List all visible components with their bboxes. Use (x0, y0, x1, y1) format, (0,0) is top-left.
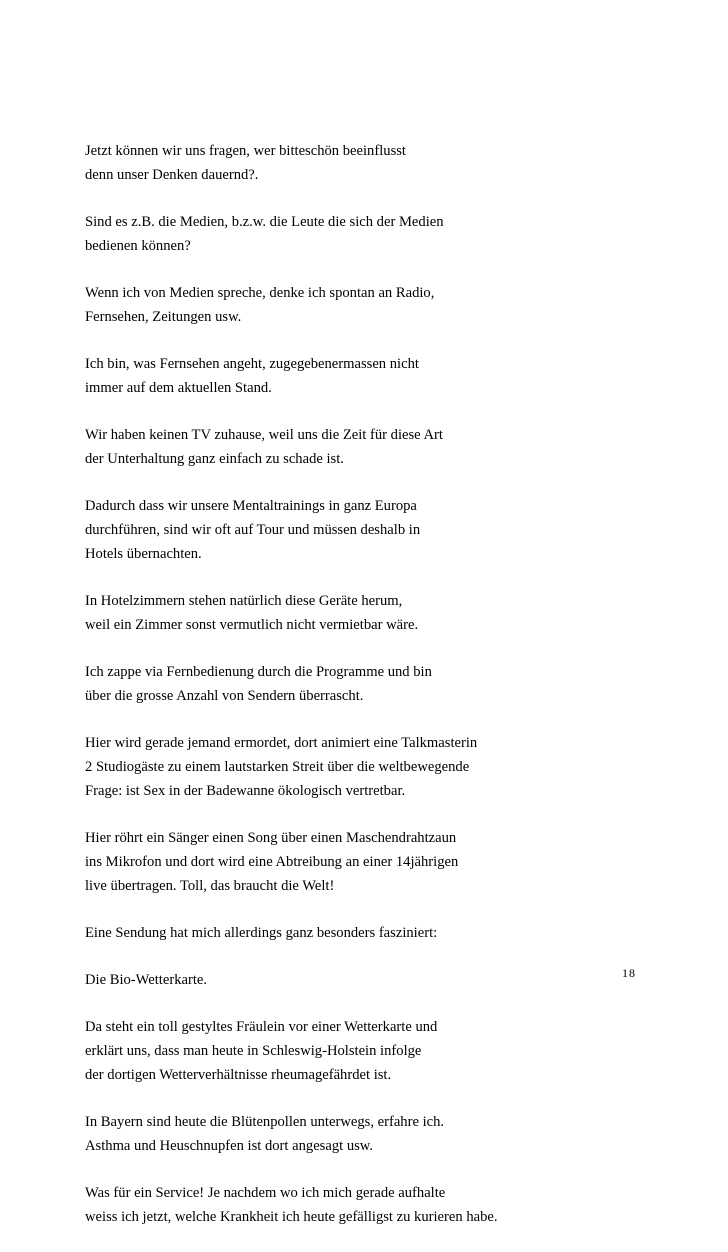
text-line: Ich bin, was Fernsehen angeht, zugegebenermassen nicht (85, 356, 419, 372)
paragraph-9 (85, 731, 645, 803)
paragraph-12 (85, 968, 645, 992)
text-line: Asthma und Heuschnupfen ist dort angesagt usw. (85, 1138, 374, 1154)
text-line: Jetzt können wir uns fragen, wer bitteschön beeinflusst (85, 143, 406, 159)
text-line: Da steht ein toll gestyltes Fräulein vor einer Wetterkarte und (85, 1019, 438, 1035)
text-line: weiss ich jetzt, welche Krankheit ich heute gefälligst zu kurieren habe. (85, 1209, 498, 1225)
paragraph-5 (85, 423, 645, 471)
text-line: Die Bio-Wetterkarte. (85, 972, 208, 988)
text-line: denn unser Denken dauernd?. (85, 167, 259, 183)
paragraph-8 (85, 660, 645, 708)
text-line: der Unterhaltung ganz einfach zu schade ist. (85, 451, 344, 467)
text-line: Eine Sendung hat mich allerdings ganz besonders fasziniert: (85, 925, 438, 941)
page-number: 18 (622, 966, 636, 980)
text-line: Fernsehen, Zeitungen usw. (85, 309, 242, 325)
body-text (85, 139, 645, 1252)
text-line: über die grosse Anzahl von Sendern überrascht. (85, 688, 364, 704)
paragraph-6 (85, 494, 645, 566)
text-line: Hotels übernachten. (85, 546, 202, 562)
paragraph-3 (85, 281, 645, 329)
text-line: Wir haben keinen TV zuhause, weil uns die Zeit für diese Art (85, 427, 443, 443)
paragraph-13 (85, 1015, 645, 1087)
paragraph-10 (85, 826, 645, 898)
paragraph-11 (85, 921, 645, 945)
paragraph-15 (85, 1181, 645, 1229)
text-line: Sind es z.B. die Medien, b.z.w. die Leute die sich der Medien (85, 214, 444, 230)
text-line: In Bayern sind heute die Blütenpollen unterwegs, erfahre ich. (85, 1114, 445, 1130)
text-line: Frage: ist Sex in der Badewanne ökologisch vertretbar. (85, 783, 406, 799)
text-line: Hier wird gerade jemand ermordet, dort animiert eine Talkmasterin (85, 735, 478, 751)
text-line: weil ein Zimmer sonst vermutlich nicht vermietbar wäre. (85, 617, 419, 633)
text-line: ins Mikrofon und dort wird eine Abtreibung an einer 14jährigen (85, 854, 459, 870)
text-line: Was für ein Service! Je nachdem wo ich mich gerade aufhalte (85, 1185, 446, 1201)
text-line: der dortigen Wetterverhältnisse rheumagefährdet ist. (85, 1067, 392, 1083)
text-line: Wenn ich von Medien spreche, denke ich spontan an Radio, (85, 285, 435, 301)
paragraph-4 (85, 352, 645, 400)
text-line: durchführen, sind wir oft auf Tour und müssen deshalb in (85, 522, 421, 538)
paragraph-14 (85, 1110, 645, 1158)
text-line: immer auf dem aktuellen Stand. (85, 380, 272, 396)
text-line: bedienen können? (85, 238, 191, 254)
text-line: Ich zappe via Fernbedienung durch die Programme und bin (85, 664, 432, 680)
paragraph-7 (85, 589, 645, 637)
paragraph-1 (85, 139, 645, 187)
text-line: live übertragen. Toll, das braucht die Welt! (85, 878, 335, 894)
text-line: In Hotelzimmern stehen natürlich diese Geräte herum, (85, 593, 403, 609)
text-line: Hier röhrt ein Sänger einen Song über einen Maschendrahtzaun (85, 830, 457, 846)
text-line: 2 Studiogäste zu einem lautstarken Streit über die weltbewegende (85, 759, 470, 775)
paragraph-2 (85, 210, 645, 258)
text-line: Dadurch dass wir unsere Mentaltrainings in ganz Europa (85, 498, 417, 514)
text-line: erklärt uns, dass man heute in Schleswig-Holstein infolge (85, 1043, 422, 1059)
